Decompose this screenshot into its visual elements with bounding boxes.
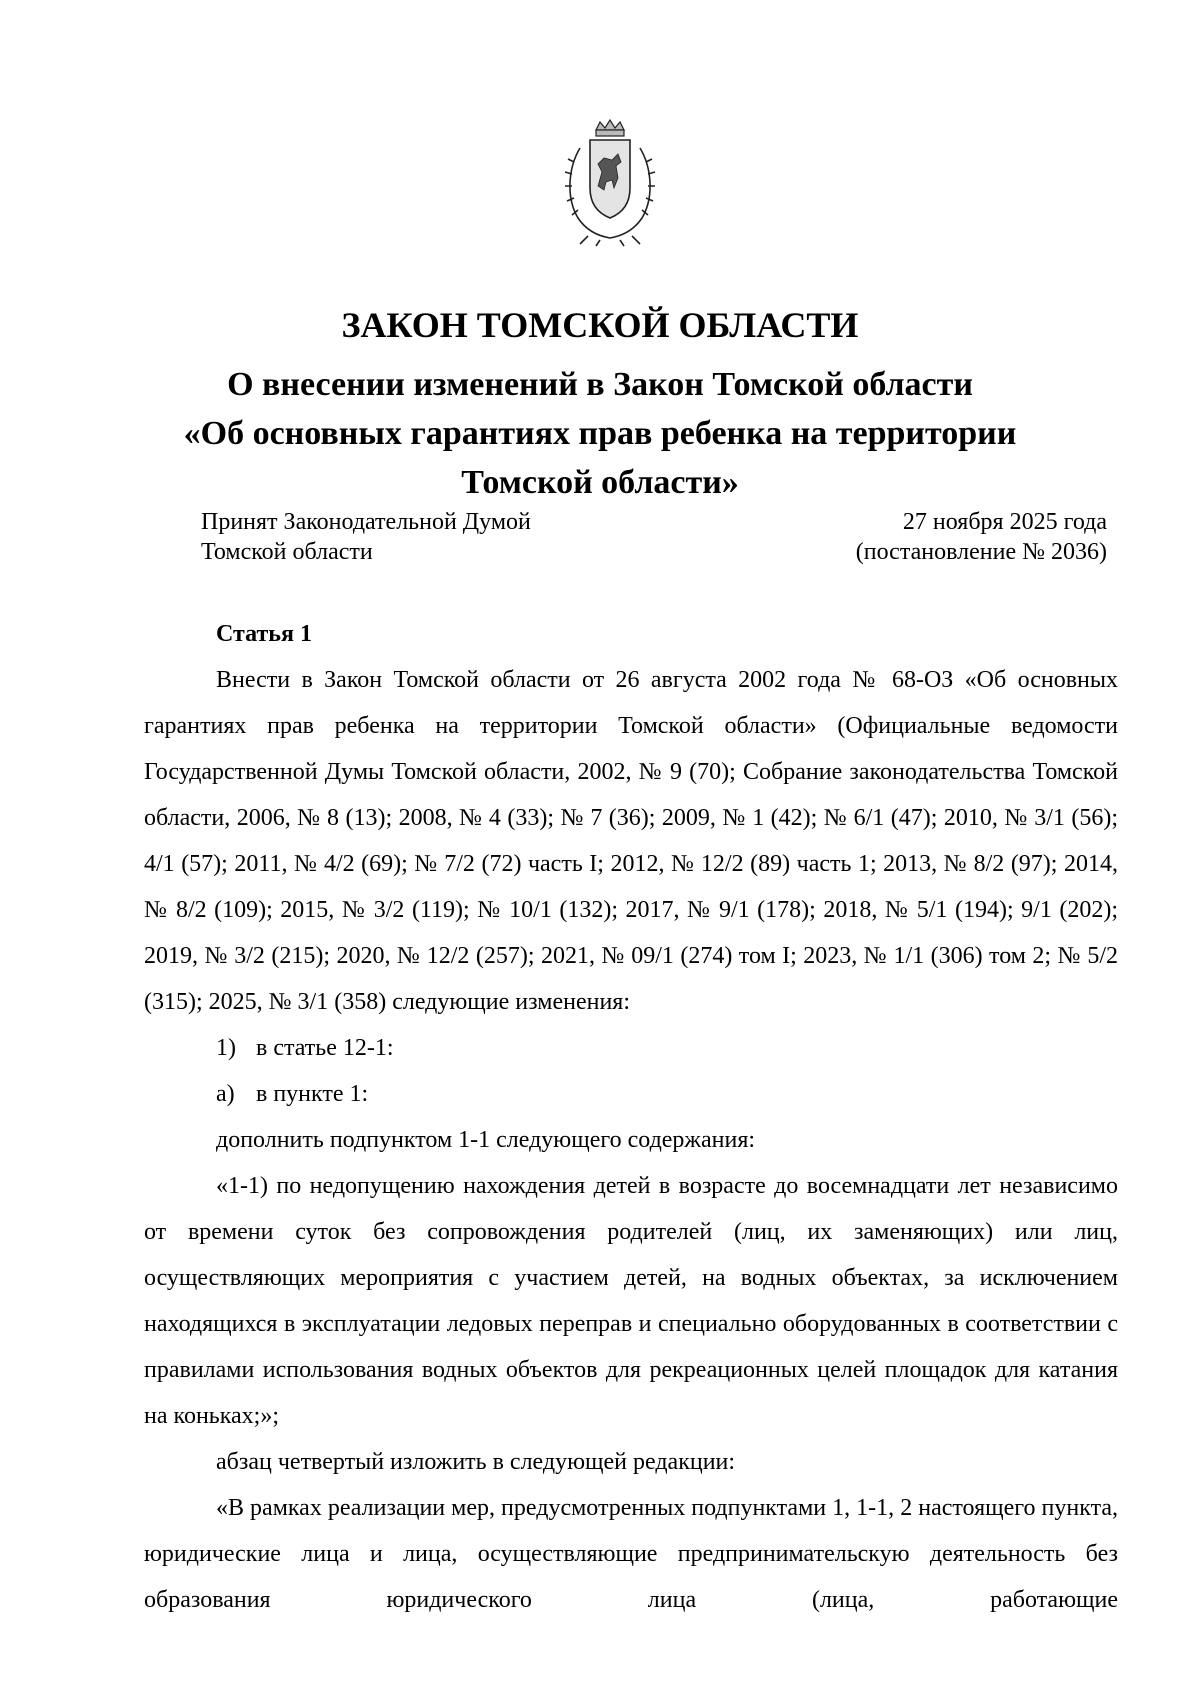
article-intro: Внести в Закон Томской области от 26 августа 2002 года № 68-ОЗ «Об основных гарантиях прав ребенка на территории Томской области» (Официальные ведомости Государственной Думы Томской области, 2002, № 9 (70); Собрание законодательства Томской области, 2006, № 8 (13); 2008, № 4 (33); № 7 (36); 2009, № 1 (42); № 6/1 (47); 2010, № 3/1 (56); 4/1 (57); 2011, № 4/2 (69); № 7/2 (72) часть I; 2012, № 12/2 (89) часть 1; 2013, № 8/2 (97); 2014, № 8/2 (109); 2015, № 3/2 (119); № 10/1 (132); 2017, № 9/1 (178); 2018, № 5/1 (194); 9/1 (202); 2019, № 3/2 (215); 2020, № 12/2 (257); 2021, № 09/1 (274) том I; 2023, № 1/1 (306) том 2; № 5/2 (315); 2025, № 3/1 (358) следующие изменения:: [144, 667, 1118, 1015]
article-heading: Статья 1: [216, 621, 312, 647]
item-text: в статье 12-1:: [256, 1035, 394, 1061]
list-item: [144, 1025, 1118, 1071]
adoption-date-line: 27 ноября 2025 года: [902, 509, 1107, 535]
item-marker: 1): [216, 1035, 236, 1061]
item-marker: а): [216, 1081, 235, 1107]
law-body: [144, 612, 1118, 1623]
paragraph: абзац четвертый изложить в следующей редакции:: [216, 1449, 736, 1475]
subtitle-line: О внесении изменений в Закон Томской области: [227, 366, 973, 403]
adoption-date: [856, 507, 1107, 567]
law-subtitle: [0, 360, 1200, 507]
subtitle-line: Томской области»: [461, 464, 739, 501]
adopted-by-line: Томской области: [201, 539, 373, 565]
adopted-by: [201, 507, 531, 567]
item-text: в пункте 1:: [256, 1081, 369, 1107]
resolution-number: (постановление № 2036): [855, 539, 1107, 565]
coat-of-arms-tomsk-icon: [560, 118, 660, 248]
list-item: [144, 1071, 1118, 1117]
subtitle-line: «Об основных гарантиях прав ребенка на территории: [183, 415, 1017, 452]
adopted-by-line: Принят Законодательной Думой: [201, 509, 531, 535]
quoted-paragraph: «В рамках реализации мер, предусмотренных подпунктами 1, 1-1, 2 настоящего пункта, юридические лица и лица, осуществляющие предпринимательскую деятельность без образования юридического лица (лица, работающие: [144, 1495, 1118, 1613]
paragraph: дополнить подпунктом 1-1 следующего содержания:: [216, 1127, 756, 1153]
quoted-subparagraph: «1-1) по недопущению нахождения детей в возрасте до восемнадцати лет независимо от времени суток без сопровождения родителей (лиц, их заменяющих) или лиц, осуществляющих мероприятия с участием детей, на водных объектах, за исключением находящихся в эксплуатации ледовых переправ и специально оборудованных в соответствии с правилами использования водных объектов для рекреационных целей площадок для катания на коньках;»;: [144, 1173, 1118, 1429]
law-title: ЗАКОН ТОМСКОЙ ОБЛАСТИ: [341, 305, 859, 345]
